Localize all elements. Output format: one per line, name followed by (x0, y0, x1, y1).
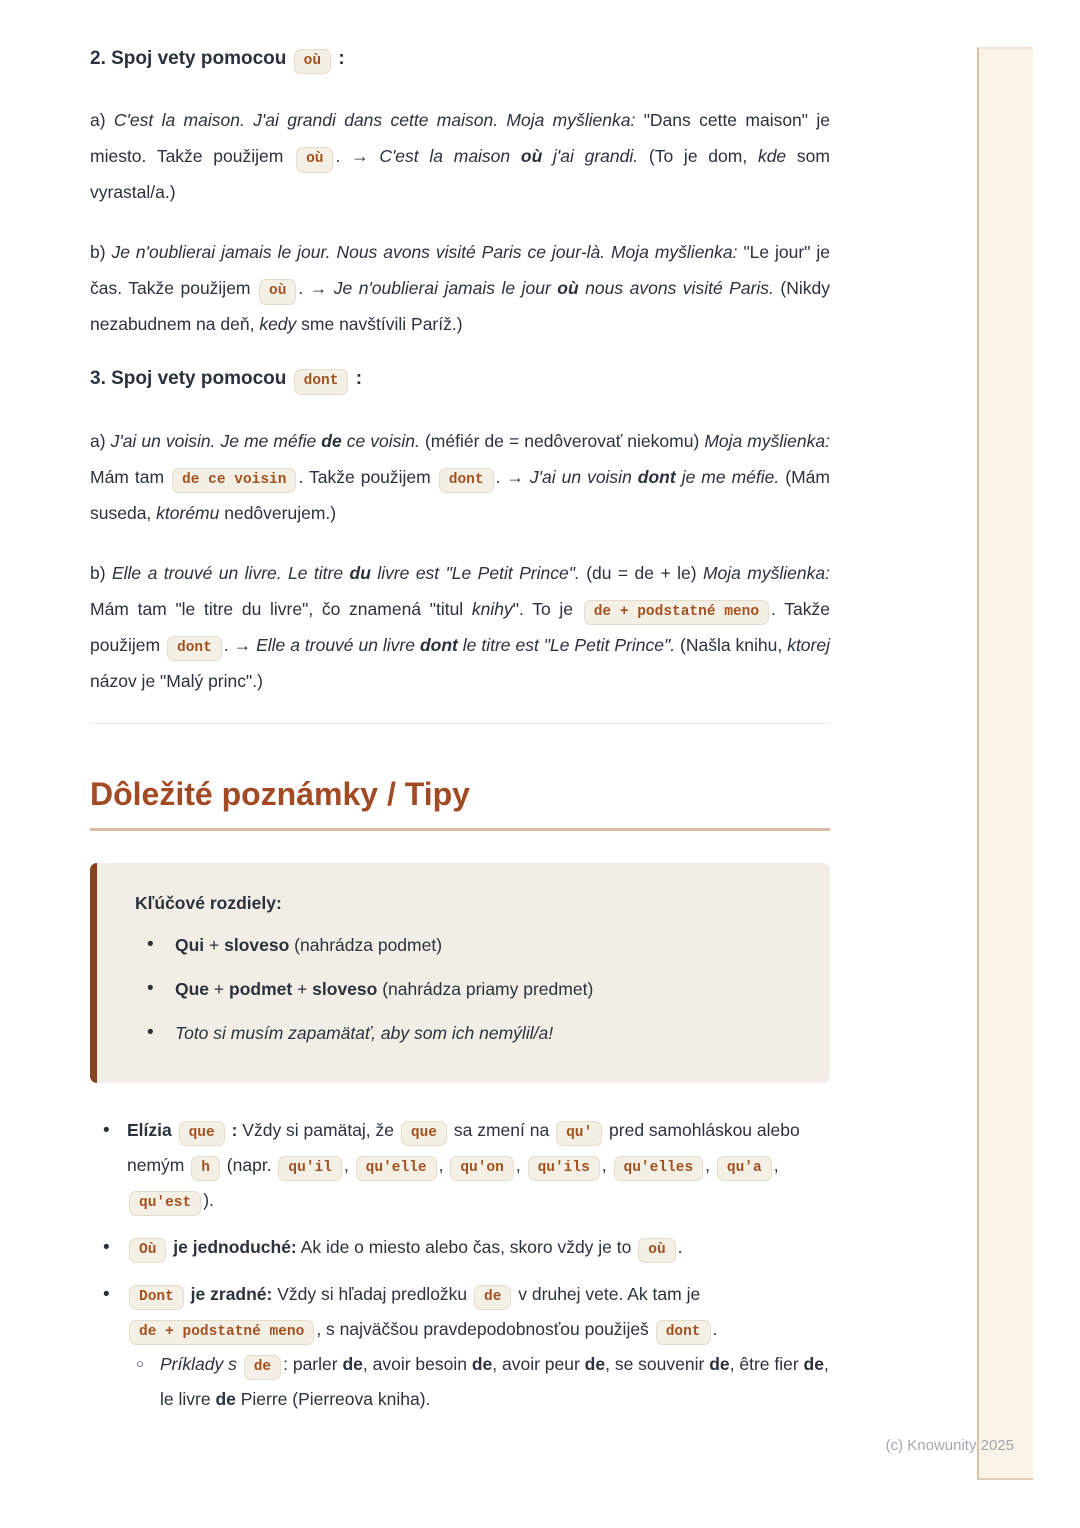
text-segment: dont (419, 634, 458, 655)
tips-list (90, 1113, 830, 1417)
text-segment: du (349, 562, 371, 583)
text-segment: . → (495, 466, 530, 487)
inline-code-badge: qu' (556, 1121, 602, 1146)
text-segment: Je n'oublierai jamais le jour (333, 278, 558, 299)
text-segment: (méfiér de = nedôverovať niekomu) (419, 430, 705, 451)
text-segment: + (209, 978, 229, 999)
text-segment: . Takže použijem (298, 466, 437, 487)
text-segment: pred samohláskou alebo nemým (127, 1119, 800, 1175)
text-segment: , s najväčšou pravdepodobnosťou použiješ (316, 1318, 654, 1339)
text-segment: . → (335, 146, 380, 167)
text-segment: Que (175, 978, 210, 999)
callout-title: Kľúčové rozdiely: (135, 892, 282, 913)
sub-list-item (127, 1347, 830, 1417)
text-segment: ". To je (512, 598, 582, 619)
text-segment: Vždy si hľadaj predložku (272, 1283, 473, 1304)
text-segment: kde (757, 146, 787, 167)
callout-list (135, 927, 796, 1051)
text-segment: ktorému (156, 502, 220, 523)
callout-item (135, 971, 796, 1007)
text-segment: (Našla knihu, (675, 634, 788, 655)
text-segment: "Dans cette maison" je miesto. Takže použijem (90, 110, 830, 167)
text-segment: knihy (471, 598, 513, 619)
text-segment: Elle a trouvé un livre (256, 634, 420, 655)
bullet-marker: • (147, 977, 154, 999)
text-segment: Príklady s (160, 1353, 242, 1374)
text-segment: a) (90, 110, 114, 131)
callout-item (135, 927, 796, 963)
text-segment: , le livre (160, 1353, 829, 1409)
text-segment: j'ai grandi. (542, 146, 639, 167)
example-3b (90, 555, 830, 699)
text-segment: nous avons visité Paris. (578, 278, 774, 299)
page-edge-strip (977, 47, 1033, 1480)
text-segment: podmet (229, 978, 293, 999)
text-segment: : parler (283, 1353, 343, 1374)
text-segment: som vyrastal/a.) (90, 146, 830, 203)
text-segment: nedôverujem.) (219, 502, 337, 523)
inline-code-badge: où (296, 147, 333, 172)
text-segment: (Nikdy nezabudnem na deň, (90, 278, 830, 335)
text-segment: . Takže použijem (90, 598, 831, 655)
example-2a (90, 102, 830, 210)
text-segment: (nahrádza podmet) (289, 934, 443, 955)
inline-code-badge: dont (656, 1320, 711, 1345)
text-segment: , (705, 1154, 715, 1175)
text-segment: Elízia (127, 1119, 177, 1140)
text-segment: Mám tam "le titre du livre", čo znamená "titul (90, 598, 472, 619)
text-segment: "Le jour" je čas. Takže použijem (90, 242, 830, 299)
inline-code-badge: Où (129, 1238, 166, 1263)
text-segment: 2. Spoj vety pomocou (90, 48, 292, 69)
text-segment: . → (223, 634, 257, 655)
text-segment: Qui (175, 934, 205, 955)
text-segment: dont (637, 466, 676, 487)
text-segment: , être fier (729, 1353, 804, 1374)
text-segment: kedy (259, 314, 297, 335)
text-segment: + (292, 978, 313, 999)
text-segment: . (712, 1318, 718, 1339)
text-segment: , (438, 1154, 449, 1175)
notes-section-title: Dôležité poznámky / Tipy (90, 774, 830, 831)
text-segment: C'est la maison (379, 146, 521, 167)
text-segment: Pierre (Pierreova kniha). (235, 1388, 431, 1409)
inline-code-badge: dont (294, 369, 349, 394)
text-segment: de (342, 1353, 363, 1374)
text-segment: , avoir peur (492, 1353, 585, 1374)
text-segment: J'ai un voisin (529, 466, 638, 487)
key-differences-callout (90, 863, 830, 1083)
inline-code-badge: qu'on (450, 1156, 514, 1181)
text-segment: , (515, 1154, 526, 1175)
text-segment: Ak ide o miesto alebo čas, skoro vždy je to (296, 1236, 637, 1257)
text-segment: je me méfie. (675, 466, 780, 487)
bullet-marker: • (103, 1119, 110, 1141)
inline-code-badge: qu'il (278, 1156, 342, 1181)
bullet-marker: • (147, 933, 154, 955)
inline-code-badge: où (259, 279, 296, 304)
text-segment: . → (298, 278, 334, 299)
text-segment: : (333, 48, 345, 69)
text-segment: názov je "Malý princ".) (90, 670, 263, 691)
inline-code-badge: qu'ils (528, 1156, 600, 1181)
inline-code-badge: qu'elle (356, 1156, 437, 1181)
text-segment: , se souvenir (605, 1353, 710, 1374)
text-segment: 3. Spoj vety pomocou (90, 368, 292, 390)
inline-code-badge: où (294, 49, 331, 74)
text-segment: b) (90, 242, 112, 263)
text-segment: v druhej vete. Ak tam je (513, 1283, 701, 1304)
inline-code-badge: où (638, 1238, 675, 1263)
text-segment: ktorej (787, 634, 830, 655)
text-segment: sloveso (224, 934, 290, 955)
bullet-marker: • (103, 1283, 110, 1305)
text-segment: où (520, 146, 543, 167)
text-segment: de (584, 1353, 606, 1374)
text-segment: sa zmení na (449, 1119, 555, 1140)
bullet-marker: • (147, 1021, 154, 1043)
text-segment: sloveso (312, 978, 378, 999)
text-segment: (du = de + le) (579, 562, 703, 583)
text-segment: de (709, 1353, 730, 1374)
copyright-watermark: (c) Knowunity 2025 (885, 1437, 1014, 1454)
example-2b (90, 234, 830, 342)
text-segment: livre est "Le Petit Prince". (370, 562, 580, 583)
text-segment: , (773, 1154, 779, 1175)
text-segment: de (471, 1353, 493, 1374)
list-item (90, 1277, 830, 1417)
text-segment: Vždy si pamätaj, že (237, 1119, 399, 1140)
text-segment: le titre est "Le Petit Prince". (457, 634, 676, 655)
text-segment: (Mám suseda, (90, 466, 830, 523)
text-segment: , (601, 1154, 612, 1175)
inline-code-badge: que (401, 1121, 447, 1146)
text-segment: ). (203, 1189, 214, 1210)
text-segment: je jednoduché: (168, 1236, 297, 1257)
text-segment: (nahrádza priamy predmet) (377, 978, 594, 999)
inline-code-badge: que (179, 1121, 225, 1146)
text-segment: ce voisin. (341, 430, 420, 451)
text-segment: Je n'oublierai jamais le jour. Nous avons visité Paris ce jour-là. Moja myšlienka: (111, 242, 744, 263)
section-2-heading (90, 46, 830, 74)
text-segment: a) (90, 430, 111, 451)
text-segment: (napr. (221, 1154, 277, 1175)
text-segment: . (677, 1236, 683, 1257)
text-segment: je zradné: (185, 1283, 273, 1304)
inline-code-badge: de (474, 1285, 511, 1310)
list-item (90, 1230, 830, 1265)
text-segment: b) (90, 562, 112, 583)
text-segment: Toto si musím zapamätať, aby som ich nemýlil/a! (175, 1022, 554, 1043)
text-segment: de (803, 1353, 824, 1374)
section-3-heading (90, 366, 830, 394)
sub-list (127, 1347, 830, 1417)
document-content (90, 46, 830, 1429)
text-segment: sme navštívili Paríž.) (296, 314, 463, 335)
text-segment: Elle a trouvé un livre. Le titre (111, 562, 350, 583)
inline-code-badge: dont (167, 636, 222, 661)
text-segment: , avoir besoin (362, 1353, 472, 1374)
inline-code-badge: h (191, 1156, 220, 1181)
bullet-marker: ○ (136, 1355, 144, 1371)
callout-item (135, 1015, 796, 1051)
text-segment: C'est la maison. J'ai grandi dans cette maison. Moja myšlienka: (113, 110, 644, 131)
inline-code-badge: qu'elles (614, 1156, 704, 1181)
inline-code-badge: Dont (129, 1285, 184, 1310)
list-item (90, 1113, 830, 1218)
text-segment: de (215, 1388, 236, 1409)
inline-code-badge: de + podstatné meno (129, 1320, 314, 1345)
inline-code-badge: de + podstatné meno (584, 600, 769, 625)
text-segment: , (343, 1154, 354, 1175)
inline-code-badge: qu'est (129, 1191, 201, 1216)
text-segment: Mám tam (90, 466, 171, 487)
bullet-marker: • (103, 1236, 110, 1258)
text-segment: + (204, 934, 225, 955)
text-segment: de (321, 430, 342, 451)
inline-code-badge: dont (439, 468, 494, 493)
text-segment: où (557, 278, 579, 299)
example-3a (90, 423, 830, 531)
section-divider (90, 723, 830, 724)
text-segment: Moja myšlienka: (704, 430, 830, 451)
text-segment: : (350, 368, 363, 390)
text-segment: Moja myšlienka: (702, 562, 830, 583)
text-segment: (To je dom, (638, 146, 758, 167)
text-segment: J'ai un voisin. Je me méfie (110, 430, 322, 451)
inline-code-badge: de ce voisin (172, 468, 296, 493)
text-segment: : (226, 1119, 238, 1140)
inline-code-badge: de (244, 1355, 281, 1380)
inline-code-badge: qu'a (717, 1156, 772, 1181)
